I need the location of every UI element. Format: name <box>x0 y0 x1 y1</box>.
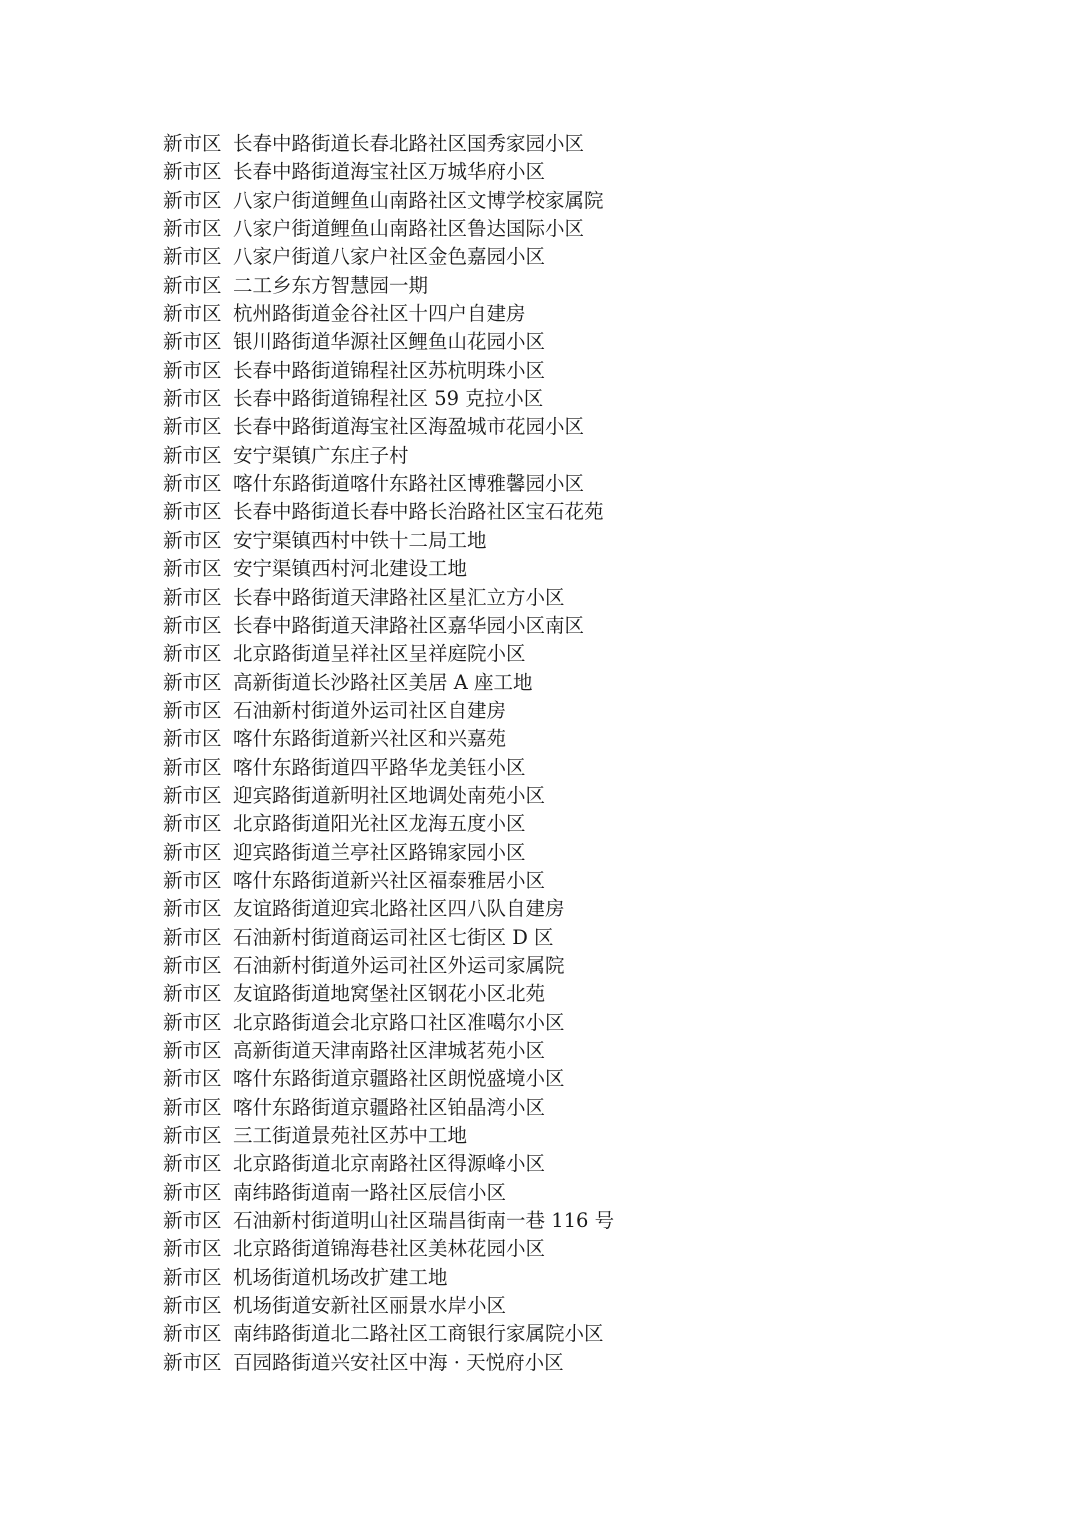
district-label: 新市区 <box>163 1350 222 1374</box>
location-text: 机场街道机场改扩建工地 <box>233 1265 448 1289</box>
location-text: 长春中路街道天津路社区嘉华园小区南区 <box>233 613 585 637</box>
location-text: 高新街道长沙路社区美居 A 座工地 <box>233 670 533 694</box>
district-label: 新市区 <box>163 330 222 354</box>
location-text: 安宁渠镇广东庄子村 <box>233 443 409 467</box>
district-label: 新市区 <box>163 1039 222 1062</box>
district-label: 新市区 <box>163 925 222 949</box>
district-label: 新市区 <box>163 358 222 382</box>
list-item <box>163 810 614 838</box>
list-item <box>163 1065 614 1093</box>
list-item <box>163 498 614 526</box>
district-label: 新市区 <box>163 783 222 807</box>
list-item <box>163 130 614 158</box>
list-item <box>163 1292 614 1320</box>
location-text: 长春中路街道锦程社区苏杭明珠小区 <box>233 358 546 382</box>
location-text: 石油新村街道商运司社区七街区 D 区 <box>233 925 554 949</box>
district-label: 新市区 <box>163 642 222 666</box>
location-text: 八家户街道八家户社区金色嘉园小区 <box>233 245 546 269</box>
location-text: 喀什东路街道四平路华龙美钰小区 <box>233 755 526 779</box>
list-item <box>163 243 614 271</box>
location-text: 长春中路街道天津路社区星汇立方小区 <box>233 585 565 609</box>
list-item <box>163 1009 614 1037</box>
list-item <box>163 1037 614 1065</box>
district-label: 新市区 <box>163 387 222 411</box>
location-text: 长春中路街道海宝社区万城华府小区 <box>233 160 546 184</box>
list-item <box>163 1264 614 1292</box>
location-text: 八家户街道鲤鱼山南路社区鲁达国际小区 <box>233 217 585 241</box>
location-text: 石油新村街道外运司社区自建房 <box>233 698 507 722</box>
district-label: 新市区 <box>163 982 222 1006</box>
list-item <box>163 867 614 895</box>
district-label: 新市区 <box>163 840 222 864</box>
district-label: 新市区 <box>163 1209 222 1233</box>
location-text: 安宁渠镇西村河北建设工地 <box>233 557 468 581</box>
location-text: 喀什东路街道京疆路社区朗悦盛境小区 <box>233 1067 565 1091</box>
list-item <box>163 328 614 356</box>
location-text: 喀什东路街道新兴社区和兴嘉苑 <box>233 727 507 751</box>
district-label: 新市区 <box>163 188 222 212</box>
district-label: 新市区 <box>163 1322 222 1346</box>
list-item <box>163 158 614 186</box>
list-item <box>163 413 614 441</box>
location-text: 友谊路街道地窝堡社区钢花小区北苑 <box>233 982 546 1006</box>
list-item <box>163 782 614 810</box>
district-label: 新市区 <box>163 245 222 269</box>
list-item <box>163 1122 614 1150</box>
district-label: 新市区 <box>163 953 222 977</box>
district-label: 新市区 <box>163 1010 222 1034</box>
list-item <box>163 527 614 555</box>
list-item <box>163 1320 614 1348</box>
district-label: 新市区 <box>163 557 222 581</box>
location-text: 二工乡东方智慧园一期 <box>233 273 429 297</box>
list-item <box>163 640 614 668</box>
district-label: 新市区 <box>163 160 222 184</box>
list-item <box>163 385 614 413</box>
location-text: 长春中路街道长春中路长治路社区宝石花苑 <box>233 500 604 524</box>
district-label: 新市区 <box>163 670 222 694</box>
location-list <box>163 130 614 1377</box>
list-item <box>163 952 614 980</box>
district-label: 新市区 <box>163 1124 222 1148</box>
district-label: 新市区 <box>163 897 222 921</box>
location-text: 杭州路街道金谷社区十四户自建房 <box>233 302 526 326</box>
district-label: 新市区 <box>163 273 222 297</box>
location-text: 石油新村街道外运司社区外运司家属院 <box>233 953 565 977</box>
district-label: 新市区 <box>163 1237 222 1261</box>
location-text: 北京路街道北京南路社区得源峰小区 <box>233 1152 546 1176</box>
location-text: 南纬路街道北二路社区工商银行家属院小区 <box>233 1322 604 1346</box>
location-text: 北京路街道锦海巷社区美林花园小区 <box>233 1237 546 1261</box>
list-item <box>163 1094 614 1122</box>
list-item <box>163 187 614 215</box>
location-text: 八家户街道鲤鱼山南路社区文博学校家属院 <box>233 188 604 212</box>
list-item <box>163 1150 614 1178</box>
list-item <box>163 1179 614 1207</box>
list-item <box>163 1235 614 1263</box>
district-label: 新市区 <box>163 472 222 496</box>
district-label: 新市区 <box>163 132 222 155</box>
location-text: 友谊路街道迎宾北路社区四八队自建房 <box>233 897 565 921</box>
district-label: 新市区 <box>163 613 222 637</box>
district-label: 新市区 <box>163 1067 222 1091</box>
location-text: 南纬路街道南一路社区辰信小区 <box>233 1180 507 1204</box>
location-text: 喀什东路街道京疆路社区铂晶湾小区 <box>233 1095 546 1119</box>
list-item <box>163 442 614 470</box>
list-item <box>163 357 614 385</box>
list-item <box>163 300 614 328</box>
location-text: 喀什东路街道新兴社区福泰雅居小区 <box>233 868 546 892</box>
list-item <box>163 215 614 243</box>
location-text: 百园路街道兴安社区中海 · 天悦府小区 <box>233 1350 564 1374</box>
location-text: 北京路街道阳光社区龙海五度小区 <box>233 812 526 836</box>
location-text: 迎宾路街道新明社区地调处南苑小区 <box>233 783 546 807</box>
district-label: 新市区 <box>163 812 222 836</box>
list-item <box>163 584 614 612</box>
district-label: 新市区 <box>163 1180 222 1204</box>
list-item <box>163 924 614 952</box>
list-item <box>163 555 614 583</box>
list-item <box>163 697 614 725</box>
location-text: 喀什东路街道喀什东路社区博雅馨园小区 <box>233 472 585 496</box>
district-label: 新市区 <box>163 727 222 751</box>
location-text: 机场街道安新社区丽景水岸小区 <box>233 1294 507 1318</box>
location-text: 石油新村街道明山社区瑞昌街南一巷 116 号 <box>233 1209 615 1233</box>
list-item <box>163 895 614 923</box>
location-text: 长春中路街道海宝社区海盈城市花园小区 <box>233 415 585 439</box>
list-item <box>163 754 614 782</box>
district-label: 新市区 <box>163 1152 222 1176</box>
list-item <box>163 1349 614 1377</box>
district-label: 新市区 <box>163 585 222 609</box>
list-item <box>163 1207 614 1235</box>
district-label: 新市区 <box>163 868 222 892</box>
list-item <box>163 612 614 640</box>
list-item <box>163 272 614 300</box>
location-text: 高新街道天津南路社区津城茗苑小区 <box>233 1039 546 1062</box>
district-label: 新市区 <box>163 1095 222 1119</box>
district-label: 新市区 <box>163 528 222 552</box>
list-item <box>163 725 614 753</box>
list-item <box>163 980 614 1008</box>
district-label: 新市区 <box>163 217 222 241</box>
location-text: 长春中路街道长春北路社区国秀家园小区 <box>233 132 585 155</box>
district-label: 新市区 <box>163 302 222 326</box>
location-text: 迎宾路街道兰亭社区路锦家园小区 <box>233 840 526 864</box>
list-item <box>163 669 614 697</box>
location-text: 北京路街道呈祥社区呈祥庭院小区 <box>233 642 526 666</box>
location-text: 安宁渠镇西村中铁十二局工地 <box>233 528 487 552</box>
list-item <box>163 470 614 498</box>
list-item <box>163 839 614 867</box>
location-text: 三工街道景苑社区苏中工地 <box>233 1124 468 1148</box>
district-label: 新市区 <box>163 415 222 439</box>
district-label: 新市区 <box>163 1265 222 1289</box>
district-label: 新市区 <box>163 1294 222 1318</box>
district-label: 新市区 <box>163 443 222 467</box>
location-text: 北京路街道会北京路口社区准噶尔小区 <box>233 1010 565 1034</box>
district-label: 新市区 <box>163 698 222 722</box>
district-label: 新市区 <box>163 755 222 779</box>
location-text: 长春中路街道锦程社区 59 克拉小区 <box>233 387 544 411</box>
district-label: 新市区 <box>163 500 222 524</box>
location-text: 银川路街道华源社区鲤鱼山花园小区 <box>233 330 546 354</box>
